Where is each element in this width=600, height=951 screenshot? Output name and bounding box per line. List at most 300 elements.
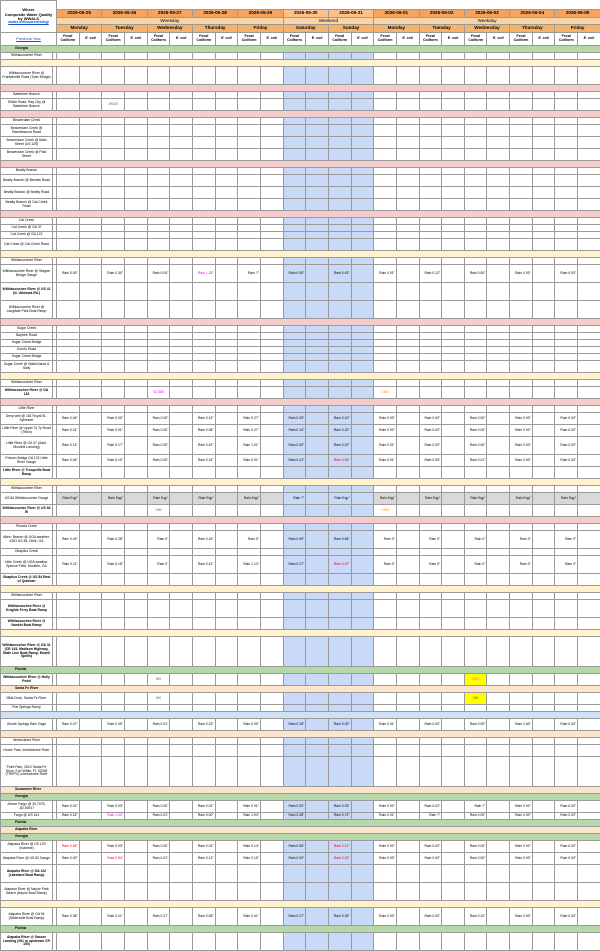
site-name[interactable]: Withlacoochee River <box>1 258 53 265</box>
e-coli-cell <box>396 883 419 901</box>
fecal-coliform-cell <box>328 168 351 175</box>
fecal-coliform-cell: Rain 0" <box>464 531 487 549</box>
fecal-coliform-cell <box>374 524 397 531</box>
e-coli-cell <box>351 232 374 239</box>
fecal-coliform-cell: Rain 0.02" <box>57 801 80 813</box>
fecal-coliform-cell <box>238 187 261 199</box>
site-name[interactable]: Alapaha River @ US 129 (Ivanhoe) <box>1 841 53 853</box>
fecal-coliform-cell <box>238 258 261 265</box>
fecal-coliform-cell <box>102 67 125 85</box>
e-coli-cell <box>79 361 102 373</box>
fecal-coliform-cell <box>238 865 261 883</box>
fecal-coliform-cell <box>238 505 261 517</box>
e-coli-cell <box>306 841 329 853</box>
fecal-coliform-cell <box>464 347 487 354</box>
region-bar <box>1 251 600 258</box>
e-coli-cell <box>306 232 329 239</box>
fecal-coliform-cell <box>283 693 306 705</box>
e-coli-cell <box>215 574 238 586</box>
site-name[interactable]: Sugar Creek @ WaterGaust & Sally <box>1 361 53 373</box>
e-coli-cell <box>260 125 283 137</box>
region-bar-label: Santa Fe River <box>1 686 600 693</box>
fecal-coliform-cell <box>192 187 215 199</box>
fecal-coliform-cell <box>328 232 351 239</box>
region-bar <box>1 46 600 53</box>
fecal-coliform-cell <box>464 361 487 373</box>
e-coli-cell <box>306 757 329 787</box>
e-coli-cell <box>351 738 374 745</box>
fecal-coliform-cell <box>419 618 442 630</box>
site-name[interactable]: Beatty Branch <box>1 168 53 175</box>
fecal-coliform-cell <box>328 283 351 301</box>
fecal-coliform-cell <box>419 637 442 667</box>
site-name[interactable]: Little River @ Troupville Boat Ramp <box>1 467 53 479</box>
e-coli-cell <box>79 137 102 149</box>
site-name[interactable]: Withlacoochee River @ Franklinville Road (Tyler Bridge) <box>1 67 53 85</box>
fecal-coliform-cell: Rain 0.01" <box>102 425 125 437</box>
e-coli-cell <box>170 674 193 686</box>
fecal-coliform-cell <box>328 486 351 493</box>
fecal-coliform-cell: Rain Eqp" <box>464 493 487 505</box>
e-coli-cell <box>487 283 510 301</box>
e-coli-cell <box>170 455 193 467</box>
fecal-coliform-cell <box>57 593 80 600</box>
fecal-coliform-cell <box>555 137 578 149</box>
e-coli-cell <box>487 618 510 630</box>
e-coli-cell <box>124 865 147 883</box>
e-coli-cell <box>306 425 329 437</box>
site-name[interactable]: Allen: Branch @ UGA weather, 4281 US 84, Dixie, GA <box>1 531 53 549</box>
region-bar-label <box>1 319 600 326</box>
site-name[interactable]: Beaverdam Creek @ Park Street <box>1 149 53 161</box>
site-name[interactable]: Sugar Creek Bridge <box>1 354 53 361</box>
e-coli-cell <box>170 67 193 85</box>
fecal-coliform-cell <box>555 574 578 586</box>
e-coli-cell <box>396 674 419 686</box>
e-coli-cell <box>170 225 193 232</box>
fecal-coliform-cell: Rain 0.10" <box>102 455 125 467</box>
region-bar-label <box>1 60 600 67</box>
fecal-coliform-cell <box>102 333 125 340</box>
fecal-coliform-cell <box>328 340 351 347</box>
e-coli-cell <box>351 187 374 199</box>
e-coli-cell <box>487 406 510 413</box>
fecal-coliform-cell <box>510 168 533 175</box>
site-name[interactable]: Withlacoochee River @ Skipper Bridge Gauge <box>1 265 53 283</box>
e-coli-cell <box>79 618 102 630</box>
fecal-coliform-cell <box>192 347 215 354</box>
e-coli-cell <box>260 883 283 901</box>
site-name[interactable]: Withlacoochee River <box>1 53 53 60</box>
e-coli-cell <box>351 413 374 425</box>
site-name[interactable]: Beaverdam Creek @ Ramblewood Road <box>1 125 53 137</box>
site-name[interactable]: Beatty Branch @ Bemiss Road <box>1 175 53 187</box>
e-coli-cell <box>351 813 374 820</box>
fecal-coliform-cell <box>464 637 487 667</box>
fecal-coliform-cell: Rain 0.00" <box>464 841 487 853</box>
fecal-coliform-cell: Rain 0.45" <box>102 719 125 731</box>
e-coli-cell <box>79 425 102 437</box>
e-coli-cell <box>306 53 329 60</box>
e-coli-cell <box>487 908 510 926</box>
site-name[interactable]: Beaverdam Creek <box>1 118 53 125</box>
site-name[interactable]: Cat Creek @ GA 37 <box>1 225 53 232</box>
fecal-coliform-cell <box>374 333 397 340</box>
fecal-coliform-cell <box>102 505 125 517</box>
site-name[interactable]: Alapaha River @ GA 122 (Lakeland Boat Ramp) <box>1 865 53 883</box>
e-coli-cell <box>351 137 374 149</box>
e-coli-cell <box>578 524 600 531</box>
site-name[interactable]: US 84 Withlacoochee Gauge <box>1 493 53 505</box>
site-name[interactable]: Deep well @ 181 Royal St., Sylvester <box>1 413 53 425</box>
e-coli-cell <box>124 225 147 232</box>
site-name[interactable]: Alapaha River @ Naylor Park Beach (Naylor Boat Ramp) <box>1 883 53 901</box>
fecal-coliform-cell: Rain 0.04" <box>147 265 170 283</box>
site-name[interactable]: Baytree Road <box>1 333 53 340</box>
site-row <box>1 486 600 493</box>
e-coli-cell <box>170 99 193 111</box>
fecal-coliform-cell <box>374 674 397 686</box>
e-coli-cell <box>578 125 600 137</box>
e-coli-cell <box>442 455 465 467</box>
fecal-coliform-cell <box>102 283 125 301</box>
fecal-coliform-cell <box>102 239 125 251</box>
fecal-coliform-cell <box>374 137 397 149</box>
fecal-coliform-cell <box>238 283 261 301</box>
fecal-coliform-cell <box>328 125 351 137</box>
fecal-coliform-cell <box>283 333 306 340</box>
fecal-coliform-cell <box>374 326 397 333</box>
e-coli-cell <box>215 524 238 531</box>
fecal-coliform-cell: Rain 1.33" <box>102 813 125 820</box>
site-name[interactable]: Mills Dock, Santa Fe River <box>1 693 53 705</box>
fecal-coliform-cell <box>464 67 487 85</box>
e-coli-cell <box>170 618 193 630</box>
e-coli-cell <box>396 406 419 413</box>
fecal-coliform-cell <box>238 118 261 125</box>
fecal-coliform-cell: Rain 0.03" <box>102 841 125 853</box>
fecal-coliform-cell <box>238 593 261 600</box>
e-coli-cell <box>260 380 283 387</box>
fecal-coliform-cell <box>102 175 125 187</box>
fecal-coliform-cell: Rain Eqp" <box>328 493 351 505</box>
fecal-coliform-cell: Rain 0.10" <box>464 908 487 926</box>
e-coli-cell <box>260 354 283 361</box>
fecal-coliform-cell <box>57 933 80 951</box>
fecal-coliform-cell <box>57 738 80 745</box>
fecal-coliform-cell <box>147 283 170 301</box>
e-coli-cell <box>306 437 329 455</box>
e-coli-cell <box>396 168 419 175</box>
e-coli-cell <box>170 757 193 787</box>
fecal-coliform-cell <box>374 283 397 301</box>
e-coli-cell <box>396 258 419 265</box>
e-coli-cell <box>306 556 329 574</box>
e-coli-cell <box>170 187 193 199</box>
site-name[interactable]: Sugar Creek Bridge <box>1 340 53 347</box>
e-coli-cell <box>306 340 329 347</box>
fecal-coliform-cell: Rain 0.01" <box>147 853 170 865</box>
fecal-coliform-cell: Rain 0.08" <box>192 908 215 926</box>
fecal-coliform-cell: Rain Eqp" <box>510 493 533 505</box>
e-coli-cell <box>215 556 238 574</box>
fecal-coliform-cell <box>555 175 578 187</box>
e-coli-cell <box>79 283 102 301</box>
e-coli-cell <box>306 406 329 413</box>
fecal-coliform-cell: Rain 0.01" <box>147 719 170 731</box>
e-coli-cell <box>306 738 329 745</box>
e-coli-cell <box>532 593 555 600</box>
e-coli-cell <box>260 218 283 225</box>
e-coli-cell <box>396 301 419 319</box>
previous-year-link[interactable]: Previous Year <box>16 36 41 41</box>
fecal-coliform-cell: Rain 0.00" <box>374 853 397 865</box>
fecal-coliform-cell <box>374 354 397 361</box>
e-coli-cell <box>79 593 102 600</box>
e-coli-cell <box>306 524 329 531</box>
e-coli-cell <box>124 841 147 853</box>
day-header: Wednesday <box>147 25 192 33</box>
site-name[interactable]: Folsom Bridge GA 122 Little River Gauge <box>1 455 53 467</box>
fecal-coliform-cell <box>419 757 442 787</box>
site-name[interactable]: Withlacoochee River @ Nankin Boat Ramp <box>1 618 53 630</box>
e-coli-cell <box>396 218 419 225</box>
e-coli-cell <box>396 99 419 111</box>
fecal-coliform-cell: Rain 0" <box>419 531 442 549</box>
e-coli-cell <box>170 486 193 493</box>
site-row <box>1 505 600 517</box>
e-coli-cell <box>442 149 465 161</box>
e-coli-cell <box>351 92 374 99</box>
site-name[interactable]: Little Creek @ UGA weather, Spence Field, Moultrie, GA <box>1 556 53 574</box>
fecal-coliform-cell <box>192 933 215 951</box>
site-name[interactable]: Cat Creek @ GA 122 <box>1 232 53 239</box>
e-coli-cell <box>351 225 374 232</box>
fecal-coliform-cell: Rain 0.00" <box>147 841 170 853</box>
e-coli-cell <box>306 361 329 373</box>
fecal-coliform-cell: W100 <box>102 99 125 111</box>
e-coli-cell <box>260 187 283 199</box>
fecal-coliform-cell <box>238 387 261 399</box>
e-coli-cell <box>351 347 374 354</box>
fecal-coliform-cell <box>147 175 170 187</box>
site-name[interactable]: Piscola Creek <box>1 524 53 531</box>
fecal-coliform-cell <box>147 199 170 211</box>
e-coli-cell <box>487 549 510 556</box>
site-name[interactable]: Withlacoochee River <box>1 486 53 493</box>
e-coli-cell <box>170 406 193 413</box>
fecal-coliform-cell: W68 <box>464 674 487 686</box>
site-name[interactable]: Fargo @ US 441 <box>1 813 53 820</box>
e-coli-cell <box>79 168 102 175</box>
region-bar <box>1 479 600 486</box>
site-name[interactable]: Little River @ Upper Ty Ty Road (Tifton) <box>1 425 53 437</box>
site-name[interactable]: Beatty Branch @ Cat Creek Road <box>1 199 53 211</box>
site-name[interactable]: Withlacoochee River @ Knights Ferry Boat Ramp <box>1 600 53 618</box>
fecal-coliform-cell: Rain Eqp" <box>419 493 442 505</box>
fecal-coliform-cell: Rain 0.01" <box>464 455 487 467</box>
site-name[interactable]: Above Fargo @ 30.70?5, -82.53917 <box>1 801 53 813</box>
e-coli-cell <box>532 505 555 517</box>
fecal-coliform-cell <box>510 232 533 239</box>
fecal-coliform-cell: Rain 0.00" <box>464 719 487 731</box>
site-name[interactable]: Point Park, 2610 Santa Fe Drive, Fort White, FL 32038 (TREPO) Ichetucknee River <box>1 757 53 787</box>
fecal-coliform-cell <box>510 137 533 149</box>
site-name[interactable]: Gornto Road <box>1 347 53 354</box>
fecal-coliform-header: Fecal Coliform <box>419 33 442 46</box>
e-coli-cell <box>124 67 147 85</box>
e-coli-cell <box>532 149 555 161</box>
date-header: 2026-05-26 <box>102 10 147 18</box>
site-row <box>1 455 600 467</box>
fecal-coliform-cell <box>464 618 487 630</box>
site-name[interactable]: Hodor Park, Ichetucknee River <box>1 745 53 757</box>
fecal-coliform-cell <box>464 218 487 225</box>
e-coli-cell <box>442 693 465 705</box>
fecal-coliform-cell: Rain 0.06" <box>283 841 306 853</box>
fecal-coliform-cell <box>464 486 487 493</box>
fecal-coliform-cell <box>102 92 125 99</box>
site-name[interactable]: Withlacoochee River @ Holly Point <box>1 674 53 686</box>
site-name[interactable]: Okapilco Creek @ US 84 East of Quitman <box>1 574 53 586</box>
site-name[interactable]: Little River <box>1 406 53 413</box>
e-coli-cell <box>79 239 102 251</box>
e-coli-cell <box>215 265 238 283</box>
e-coli-cell <box>79 333 102 340</box>
site-name[interactable]: Withlacoochee River @ GA 31 (CR 145, Madison Highway, State Line Boat Ramp, Mozell Spells) <box>1 637 53 667</box>
fecal-coliform-cell <box>192 865 215 883</box>
site-name[interactable]: Withlacoochee River @ Langdale Park Boat Ramp <box>1 301 53 319</box>
e-coli-cell <box>351 486 374 493</box>
e-coli-cell <box>532 301 555 319</box>
e-coli-cell <box>396 531 419 549</box>
day-header: Tuesday <box>419 25 464 33</box>
site-name[interactable]: Batterbee Branch <box>1 92 53 99</box>
fecal-coliform-cell <box>464 354 487 361</box>
site-name[interactable]: Shiloh Road, Ray City @ Batterbee Branch <box>1 99 53 111</box>
site-name[interactable]: Cat Creek <box>1 218 53 225</box>
region-bar-label <box>1 731 600 738</box>
site-row <box>1 437 600 455</box>
e-coli-cell <box>170 118 193 125</box>
fecal-coliform-cell <box>555 283 578 301</box>
fecal-coliform-cell <box>328 137 351 149</box>
fecal-coliform-cell <box>192 199 215 211</box>
fecal-coliform-cell <box>102 232 125 239</box>
fecal-coliform-cell: Rain 0.00" <box>238 719 261 731</box>
e-coli-cell <box>215 225 238 232</box>
fecal-coliform-cell <box>283 674 306 686</box>
site-name[interactable]: Withlacoochee River @ US 84 W <box>1 505 53 517</box>
site-name[interactable]: Ginnie Springs Rain Gage <box>1 719 53 731</box>
site-name[interactable]: Alapaha River @ US 82 Gauge <box>1 853 53 865</box>
e-coli-cell <box>578 505 600 517</box>
e-coli-cell <box>532 218 555 225</box>
fecal-coliform-cell <box>419 340 442 347</box>
e-coli-cell <box>532 67 555 85</box>
e-coli-cell <box>578 757 600 787</box>
e-coli-cell <box>442 354 465 361</box>
site-name[interactable]: Okapilco Creek <box>1 549 53 556</box>
testing-link[interactable]: wwals.net/issues/testing/ <box>2 21 55 25</box>
fecal-coliform-cell <box>464 99 487 111</box>
site-name[interactable]: Beaverdam Creek @ Main Street (US 129) <box>1 137 53 149</box>
fecal-coliform-cell: Rain 0.00" <box>510 853 533 865</box>
site-name[interactable]: Withlacoochee River @ GA 133 <box>1 387 53 399</box>
site-name[interactable]: Ichetucknee River <box>1 738 53 745</box>
fecal-coliform-cell: Rain 0.01" <box>374 265 397 283</box>
e-coli-cell <box>578 118 600 125</box>
e-coli-cell <box>124 361 147 373</box>
e-coli-cell <box>260 556 283 574</box>
site-name[interactable]: Alapaha River @ Sasser Landing (261 m upstream CR 150) <box>1 933 53 951</box>
fecal-coliform-cell <box>102 933 125 951</box>
fecal-coliform-cell: Rain 0.97" <box>328 556 351 574</box>
e-coli-cell <box>532 99 555 111</box>
fecal-coliform-cell <box>238 486 261 493</box>
site-row <box>1 283 600 301</box>
site-name[interactable]: Cat Creek @ Cat Creek Road <box>1 239 53 251</box>
e-coli-cell <box>260 455 283 467</box>
fecal-coliform-cell <box>555 99 578 111</box>
e-coli-cell <box>578 801 600 813</box>
site-name[interactable]: Little River @ GA 37 (Adel-Moultrie Landing) <box>1 437 53 455</box>
e-coli-cell <box>487 340 510 347</box>
e-coli-cell <box>351 125 374 137</box>
e-coli-cell <box>215 600 238 618</box>
e-coli-cell <box>79 118 102 125</box>
site-name[interactable]: Beatty Branch @ Beatty Road <box>1 187 53 199</box>
e-coli-header: E. coli <box>79 33 102 46</box>
fecal-coliform-cell <box>102 218 125 225</box>
fecal-coliform-cell <box>555 187 578 199</box>
fecal-coliform-cell <box>464 333 487 340</box>
fecal-coliform-cell <box>102 361 125 373</box>
site-name[interactable]: Alapaha River @ GA 94 (Statenville Boat Ramp) <box>1 908 53 926</box>
e-coli-cell <box>532 883 555 901</box>
fecal-coliform-cell <box>192 693 215 705</box>
e-coli-cell <box>170 347 193 354</box>
site-name[interactable]: Poe Springs Ramp <box>1 705 53 712</box>
fecal-coliform-cell <box>555 232 578 239</box>
site-name[interactable]: Withlacoochee River <box>1 380 53 387</box>
site-name[interactable]: Sugar Creek <box>1 326 53 333</box>
fecal-coliform-cell <box>555 883 578 901</box>
e-coli-cell <box>532 225 555 232</box>
fecal-coliform-cell: Rain 0.03" <box>328 801 351 813</box>
fecal-coliform-cell <box>147 53 170 60</box>
e-coli-cell <box>215 549 238 556</box>
e-coli-cell <box>487 199 510 211</box>
fecal-coliform-cell <box>102 705 125 712</box>
e-coli-cell <box>124 380 147 387</box>
fecal-coliform-cell <box>464 467 487 479</box>
fecal-coliform-cell: Rain 0.01" <box>374 813 397 820</box>
site-name[interactable]: Withlacoochee River @ US 41 (N. Valdosta Rd.) <box>1 283 53 301</box>
fecal-coliform-cell <box>283 118 306 125</box>
fecal-coliform-cell <box>328 99 351 111</box>
fecal-coliform-cell <box>464 199 487 211</box>
fecal-coliform-cell <box>555 92 578 99</box>
e-coli-cell <box>170 574 193 586</box>
region-bar-label: Alapaha River <box>1 827 600 834</box>
e-coli-cell <box>124 531 147 549</box>
fecal-coliform-cell <box>57 361 80 373</box>
fecal-coliform-cell <box>328 693 351 705</box>
site-name[interactable]: Withlacoochee River <box>1 593 53 600</box>
e-coli-cell <box>124 600 147 618</box>
e-coli-cell <box>306 531 329 549</box>
